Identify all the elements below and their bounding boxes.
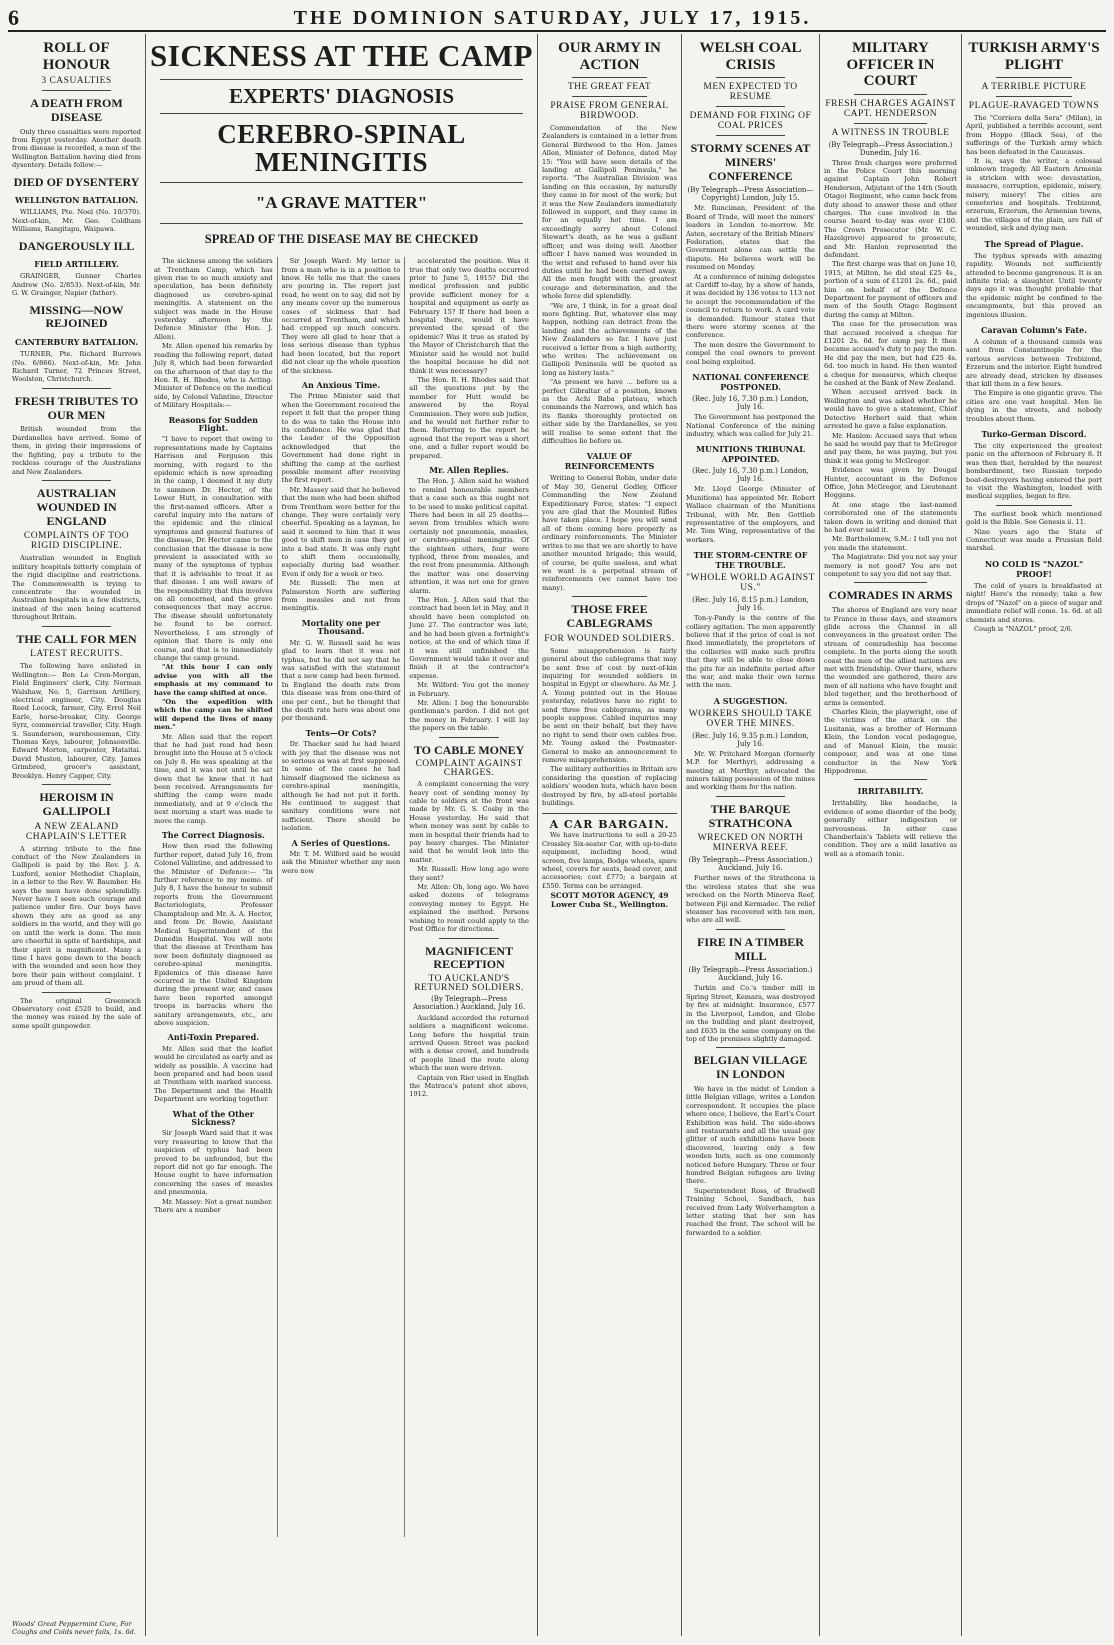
story-paragraph: The Hon. J. Allen said that the contract had been let in May, and it should have been completed on June 27. The contractor was late, and he had been given a fortnight's notice, at the end of which time if it was still unfinished the Government would take it over and finish it at the contractor's expense. <box>409 596 529 680</box>
complaints-subheading: COMPLAINTS OF TOO RIGID DISCIPLINE. <box>23 531 130 552</box>
article-paragraph: The Empire is one gigantic grave. The cities are one vast hospital. Men lie dying in the streets, and nobody troubles about them. <box>966 389 1102 423</box>
story-subhead: An Anxious Time. <box>301 379 381 390</box>
article-paragraph: Writing to General Robin, under date of May 30, General Godley, Officer Commanding the New Zealand Expeditionary Force, states: "I expect you are glad that the Mounted Rifles have taken place. I hope you will send all of them coming here properly as ordinary reinforcements. The Minister writes to me that we are shortly to have another mounted brigade; this would, of course, be quite useless, and what we want is a perpetual stream of reinforcements (we cannot have too many). <box>542 474 677 592</box>
article-paragraph: The city experienced the greatest panic on the afternoon of February 8. It was then that, heralded by the nearest bombardment, two Russian torpedo boat-destroyers having entered the port to visit the Washington, loaded with medical supplies, began to fire. <box>966 442 1102 501</box>
story-paragraph: How then read the following further report, dated July 16, from Colonel Valintine, and addressed to the Minister of Defence:— "In further reference to my memo. of July 8, I have the honour to submit reports from the Government Bacteriologists, Professor Champtaloup and Mr. A. A. Hector, and from Dr. Bowie, Assistant Medical Superintendent of the Dunedin Hospital. You will note that the disease at Trentham has now been definitely diagnosed as cerebro-spinal meningitis. Epidemics of this disease have occurred in the United Kingdom during the present war, and cases have been reported amongst troops in barracks where the sanitary arrangements, etc., are above suspicion. <box>154 842 273 1027</box>
masthead-title: THE DOMINION SATURDAY, JULY 17, 1915. <box>293 6 812 29</box>
story-paragraph: Mr. Russell: The men at Palmerston North are suffering from measles and not from meningitis. <box>281 579 401 613</box>
story-subhead: A Series of Questions. <box>291 837 391 848</box>
car-bargain-ad <box>542 813 677 909</box>
heroism-heading: HEROISM IN GALLIPOLI <box>39 790 114 818</box>
whole-world-heading: "WHOLE WORLD AGAINST US." <box>686 573 815 594</box>
sickness-headline: SICKNESS AT THE CAMP <box>150 38 533 73</box>
ill-text: GRAINGER, Gunner Charles Andrew (No. 2/853). Next-of-kin, Mr. G. W. Grainger, Napier (father). <box>12 272 141 298</box>
stormy-scenes-heading: STORMY SCENES AT MINERS' CONFERENCE <box>690 141 811 183</box>
story-subhead: What of the Other Sickness? <box>172 1108 254 1128</box>
munitions-tribunal-heading: MUNITIONS TRIBUNAL APPOINTED. <box>696 444 805 465</box>
call-for-men-heading: THE CALL FOR MEN <box>16 631 137 646</box>
dateline: (Rec. July 16, 9.35 p.m.) London, July 16. <box>692 731 809 748</box>
witness-trouble-heading: A WITNESS IN TROUBLE <box>831 127 950 138</box>
wellington-battalion: WELLINGTON BATTALION. <box>14 195 139 206</box>
columns <box>8 34 1106 1636</box>
article-paragraph: Some misapprehension is fairly general about the cablegrams that may be sent free of cost by next-of-kin inquiring for wounded soldiers in hospital in Egypt or elsewhere. As Mr. J. A. Young pointed out in the House yesterday, relatives have no right to send three free cablegrams, as many people suppose. Cabled inquiries may be sent on their behalf, but they have no right to send their own cables free. Mr. Young asked the Postmaster-General to make an announcement to remove misapprehension. <box>542 646 677 764</box>
story-paragraph: The Hon. J. Allen said he wished to remind honourable members that a case such as this ought not to be used to make political capital. There had been in all 25 deaths—seven from troubles which were certainly not pneumonia, measles, or cerebro-spinal meningitis. Of the eighteen others, four were typhoid, three from measles, and the rest from pneumonia. Although the matter was one deserving attention, it was not one for grave alarm. <box>409 477 529 595</box>
motor-agency-signature: SCOTT MOTOR AGENCY, 49 Lower Cuba St., Wellington. <box>550 891 669 910</box>
dangerously-ill-heading: DANGEROUSLY ILL <box>18 238 135 253</box>
article-paragraph: Mr. Bartholomew, S.M.: I tell you not you made the statement. <box>824 535 957 552</box>
story-subhead: Mr. Allen Replies. <box>429 464 509 475</box>
turkish-army-heading: TURKISH ARMY'S PLIGHT <box>968 40 1100 73</box>
story-paragraph: Mr. Allen said that the leaflet would be circulated as early and as widely as possible. A vaccine had been prepared and had been used at Trentham with marked success. The Department and the Health Department are working together. <box>154 1044 273 1104</box>
story-paragraph: Sir Joseph Ward said that it was very reassuring to know that the suspicion of typhus had been proved to be unfounded, but the report did not go far enough. The House ought to have information concerning the cases of measles and pneumonia. <box>154 1129 273 1197</box>
article-paragraph: The case for the prosecution was that accused received a cheque for £1201 2s. 6d. for camp pay. It then became accused's duty to pay the men. He did pay the men, but had £25 4s. 6d. too much in hand. He then wanted a cheque for measures, which cheque he cashed at the Bank of New Zealand. <box>824 320 957 388</box>
story-paragraph: Mr. Allen: Oh, long ago. We have asked dozens of telegrams conveying money to Egypt. He explained the method. Persons wishing to remit could apply to the Post Office for directions. <box>409 883 529 934</box>
dysentery-heading: DIED OF DYSENTERY <box>13 174 140 189</box>
caravan-heading: Caravan Column's Fate. <box>981 324 1087 335</box>
article-paragraph: Superintendent Ross, of Bradwell Training School, Sandbach, has received from Lady Wolverhampton a letter stating that her son has reached the front. The school will be forwarded to a soldier. <box>686 1186 815 1237</box>
article-paragraph: Charles Klein, the playwright, one of the victims of the attack on the Lusitania, was a brother of Hermann Klein, the London vocal pedagogue, and of Manuel Klein, the music composer, and was at one time conductor in the New York Hippodrome. <box>824 708 957 775</box>
article-paragraph: The Government has postponed the National Conference of the mining industry, which was called for July 21. <box>686 413 815 438</box>
column-sickness-at-camp <box>146 34 538 1636</box>
story-subcolumn-a <box>150 257 278 1537</box>
story-paragraph: Mr. T. M. Wilford said he would ask the Minister whether any men were now <box>281 850 401 875</box>
welsh-coal-heading: WELSH COAL CRISIS <box>699 40 802 73</box>
coal-prices-heading: DEMAND FOR FIXING OF COAL PRICES <box>689 111 812 131</box>
cable-money-heading: TO CABLE MONEY <box>413 742 525 757</box>
experts-diagnosis-heading: EXPERTS' DIAGNOSIS <box>228 83 455 108</box>
page-number: 6 <box>8 5 19 30</box>
minerva-reef-heading: WRECKED ON NORTH MINERVA REEF. <box>697 833 804 854</box>
article-paragraph: The earliest book which mentioned gold is the Bible. See Genesis ii. 11. <box>966 509 1102 527</box>
article-paragraph: The Magistrate: Did you not say your memory is not good? You are not competent to say you did not say that. <box>824 553 957 578</box>
missing-heading: MISSING—NOW REJOINED <box>29 302 124 331</box>
missing-text: TURNER, Pte. Richard Burrows (No. 6/866). Next-of-kin, Mr. John Richard Turner, 72 Princes Street, Woolston, Christchurch. <box>12 350 141 384</box>
story-paragraph: A complaint concerning the very heavy cost of sending money by cable to soldiers at the front was made by Mr. G. S. Cosby in the House yesterday. He said that when money was sent by cable to men in hospital their friends had to pay heavy charges. The Minister said that he would look into the matter. <box>409 780 529 864</box>
story-paragraph: accelerated the position. Was it true that only two deaths occurred prior to June 5, 1915? Did the medical profession and public provide sufficient money for a hospital and equipment as early as February 15? If there had been a hospital there, would it have prevented the spread of the epidemic? Was it true as stated by the Mayor of Christchurch that the Minister said he would not build the hospital because he did not think it was necessary? <box>409 257 529 375</box>
dateline: (By Telegraph—Press Association.) Auckland, July 16. <box>688 966 813 983</box>
article-paragraph: We have in the midst of London a little Belgian village, writes a London correspondent. It occupies the place where once, I believe, the Earl's Court Exhibition was held. The side-shows and restaurants and all the usual gay glitter of such exhibitions have been discovered, leaving only a few wooden huts, such as one commonly noticed before Hungary. Three or four hundred Belgian refugees are living there. <box>686 1084 815 1186</box>
article-paragraph: The typhus spreads with amazing rapidity. Wounds not sufficiently attended to become gangrenous. It is an infinite trial; a slaughter. Until twenty days ago it was thought probable that the epidemic might be confined to the encampments, but this proved an ingenious illusion. <box>966 251 1102 319</box>
story-paragraph: The Prime Minister said that when the Government received the report it felt that the proper thing to do was to take the House into its confidence. He was glad that the Leader of the Opposition acknowledged that the Government had done right in shifting the camp at the earliest possible moment after receiving the first report. <box>281 392 401 485</box>
article-paragraph: The cold of years is breakfasted at night! Here's the remedy; take a few drops of "Nazol" on a piece of sugar and immediate relief will come. 1s. 6d. at all chemists and stores. <box>966 581 1102 624</box>
article-paragraph: A column of a thousand camels was sent from Constantinople for the various services between Trebizond, Erzerum and the interior. Eight hundred are already dead, stricken by diseases that kill them in a few hours. <box>966 337 1102 388</box>
take-over-mines-heading: WORKERS SHOULD TAKE OVER THE MINES. <box>688 708 813 729</box>
story-paragraph: Mr. Allen opened his remarks by reading the following report, dated July 8, which had been forwarded on the afternoon of that day to the Hon. R. H. Rhodes, who is Acting-Minister of Defence on the medical side, by Colonel Valintine, Director of Military Hospitals:— <box>154 342 273 410</box>
story-paragraph: "On the expedition with which the camp can be shifted will depend the lives of many men." <box>154 697 273 732</box>
death-text: Only three casualties were reported from Egypt yesterday. Another death from disease is recorded, a man of the Wellington Battalion having died from dysentery. Details follow:— <box>12 127 141 170</box>
australian-wounded-heading: AUSTRALIAN WOUNDED IN ENGLAND <box>36 485 117 528</box>
dateline: (Rec. July 16, 8.15 p.m.) London, July 16. <box>692 596 809 613</box>
article-paragraph: "We are, I think, in for a great deal more fighting. But, whatever else may happen, nothing can detract from the landing and the achievements of the New Zealanders so far. I have just received a letter from a high authority, who writes: The achievement on Gallipoli Peninsula will be quoted as long as history lasts." <box>542 301 677 377</box>
story-subcolumns <box>150 257 533 1537</box>
story-paragraph: Captain von Rier used in English the Matraca's patent shot above, 1912. <box>409 1073 529 1099</box>
auckland-soldiers-heading: TO AUCKLAND'S RETURNED SOLDIERS. <box>414 974 524 993</box>
column-roll-of-honour <box>8 34 146 1636</box>
dateline: (By Telegraph—Press Association.) Auckland, July 16. <box>688 856 813 873</box>
story-paragraph: Mr. Allen said that the report that he had just read had been brought into the House at 5 o'clock on July 8. He was speaking at the time, and it was not until he sat down that he knew that it had been received. Arrangements for shifting the camp were made immediately, and at 9 o'clock the next morning a start was made to move the camp. <box>154 732 273 825</box>
story-subcolumn-b <box>278 257 406 1537</box>
article-paragraph: The shores of England are very near to France in these days, and steamers glide across the Channel in all conveyances in the greatest order. The stream of comradeship has become complete. In the ports along the south coast the men of the allied nations are met with friendship. Over there, where the wounded are gathered, there are men of all nations who have fought and bled together, and the brotherhood of arms is cemented. <box>824 606 957 707</box>
tributes-heading: FRESH TRIBUTES TO OUR MEN <box>14 393 139 422</box>
article-paragraph: Nine years ago the State of Connecticut was made a Prussian field marshal. <box>966 527 1102 553</box>
story-subhead: Anti-Toxin Prepared. <box>167 1032 259 1043</box>
article-paragraph: Mr. W. Pritchard Morgan (formerly M.P. for Merthyr), addressing a meeting at Merthyr, advocated the miners taking possession of the mines and working them for the nation. <box>686 749 815 792</box>
story-paragraph: The sickness among the soldiers at Trentham Camp, which has given rise to so much anxiety and speculation, has been definitely diagnosed as cerebro-spinal meningitis. A statement on the subject was made in the House yesterday afternoon by the Defence Minister (the Hon. J. Allen). <box>154 257 273 341</box>
story-subhead: The Correct Diagnosis. <box>161 830 265 841</box>
article-paragraph: Three fresh charges were preferred in the Police Court this morning against Captain John Robert Henderson, Adjutant of the 14th (South Otago) Regiment, who came back from duty ahead to answer these and other charges. The case involved in the course heard to-day was over £100. The Crown Prosecutor (Mr. W. C. Hazelgrove) appeared to prosecute, and Mr. Hanlon represented the defendant. <box>824 158 957 259</box>
dateline: (Rec. July 16, 7.30 p.m.) London, July 16. <box>692 395 809 412</box>
story-subcolumn-c <box>405 257 533 1537</box>
suggestion-heading: A SUGGESTION. <box>713 695 788 706</box>
story-paragraph: Mr. Allen: I beg the honourable gentleman's pardon. I did not get the money in February. I will lay the papers on the table. <box>409 698 529 733</box>
dateline: (By Telegraph—Press Association.) Dunedin, July 16. <box>828 140 953 157</box>
story-subhead: Tents—Or Cots? <box>305 727 377 738</box>
observatory-text: The original Greenwich Observatory cost £520 to build, and the money was raised by the sale of some spoilt gunpowder. <box>12 996 141 1030</box>
turko-german-heading: Turko-German Discord. <box>981 429 1087 439</box>
army-action-heading: OUR ARMY IN ACTION <box>558 40 661 73</box>
article-paragraph: At a conference of mining delegates at Cardiff to-day, by a show of hands, it was decided by 136 votes to 113 not to accept the recommendation of the council to return to work. A card vote is demanded. Rumour states that there were stormy scenes at the conference. <box>686 272 815 340</box>
article-paragraph: Evidence was given by Dougal Hunter, accountant in the Defence Office, John McGregor, and Lieutenant Hoggans. <box>824 466 957 500</box>
article-paragraph: The first charge was that on June 10, 1915, at Milton, he did steal £25 4s., portion of a sum of £1201 2s. 6d., paid him on behalf of the Defence Department for payment of officers and men of the South Otago Regiment during the camp at Milton. <box>824 260 957 319</box>
article-paragraph: Ton-y-Pandy is the centre of the colliery agitation. The men apparently believe that if the price of coal is not fixed immediately, the proprietors of the collieries will make such profits that they will be able to close down the pits for an indefinite period after the war, and make their own terms with the men. <box>686 614 815 690</box>
wounded-soldiers-heading: FOR WOUNDED SOLDIERS. <box>544 633 675 644</box>
story-paragraph: Dr. Thacker said he had heard with joy that the disease was not so serious as was at first supposed. In some of the cases he had himself diagnosed the sickness as cerebro-spinal meningitis, although he had not put it forth. He continued to suggest that sanitary conditions were not sufficient. There should be isolation. <box>281 740 401 833</box>
national-conference-heading: NATIONAL CONFERENCE POSTPONED. <box>692 372 809 393</box>
story-paragraph: The Hon. R. H. Rhodes said that all the questions put by the member for Hutt would be answered by the Royal Commission. They were sub judice, and he would not further refer to them. Referring to the report he agreed that the report was a short one, and a fuller report would be prepared. <box>409 375 529 460</box>
column-military-officer <box>820 34 962 1636</box>
tributes-text: British wounded from the Dardanelles have arrived. Some of them, in giving their impressions of the fighting, pay a tribute to the reckless courage of the Australians and New Zealanders. <box>12 425 141 476</box>
story-paragraph: Mr. Wilford: You got the money in February. <box>409 681 529 698</box>
story-paragraph: Sir Joseph Ward: My letter is from a man who is in a position to know. He tells me that the cases are pouring in. The report just read, he went on to say, did not by any means cover up the numerous cases of sickness that had occurred at Trentham, and which had cropped up much concern. They were all glad to hear that a less serious disease than typhus had been located, but the report did not clear up the whole question of the sickness. <box>281 257 401 375</box>
reinforcements-heading: VALUE OF REINFORCEMENTS <box>564 451 655 472</box>
recruits-text: The following have enlisted in Wellington:— Ben Le Cren-Morgan, Field Engineers' clerk, City. Norman Walshaw, No. 5, Garrison Artillery, electrical engineer, City. Douglas Reed Locock, farmer, City. Errol Neil Earle, horse-breaker, City. George Syrz, commercial traveller, City. Hugh S. Saunderson, warehouseman, City. Thomas Keys, labourer, Johnsonville. Edward Morton, carpenter, Hataitai. David Muston, labourer, City. James Grimbred, grocer's assistant, Brooklyn. Henry Capper, City. <box>12 662 141 780</box>
reception-heading: MAGNIFICENT RECEPTION <box>425 943 514 972</box>
free-cablegrams-heading: THOSE FREE CABLEGRAMS <box>566 602 653 630</box>
comrades-heading: COMRADES IN ARMS <box>828 588 953 603</box>
article-paragraph: Further news of the Strathcona is the wireless states that she was wrecked on the North Minerva Reef, between Fiji and Kermadec. The relief steamer has recovered with ten men, who are all well. <box>686 874 815 925</box>
article-paragraph: The "Corriera della Sera" (Milan), in April, published a terrible account, sent from Hoppo (Black Sea), of the sufferings of the Turkish army which has been defeated in the Caucasus. <box>966 114 1102 156</box>
australian-text: Australian wounded in English military hospitals bitterly complain of the rigid discipline and restrictions. The Commonwealth is trying to concentrate the wounded in Australian hospitals in a few districts, instead of the men being scattered throughout Britain. <box>12 554 141 622</box>
masthead <box>8 6 1106 32</box>
fresh-charges-heading: FRESH CHARGES AGAINST CAPT. HENDERSON <box>825 98 956 119</box>
article-paragraph: Cough is "NAZOL" proof, 2/6. <box>974 624 1073 633</box>
barque-heading: THE BARQUE STRATHCONA <box>708 801 793 830</box>
article-paragraph: The men desire the Government to compel the coal owners to prevent coal being exploited. <box>686 340 815 366</box>
field-artillery: FIELD ARTILLERY. <box>34 259 119 270</box>
article-paragraph: Mr. Runciman, President of the Board of Trade, will meet the miners' leaders in London to-morrow. Mr. Asten, secretary of the British Miners' Federation, states that the Government alone can settle the dispute. He believes work will be resumed on Monday. <box>686 204 815 272</box>
story-paragraph: Mr. G. W. Russell said he was glad to learn that it was not typhus, but he did not say that he was satisfied with the statement that a new camp had been formed. In England the death rate from this disease was from one-third of one per cent., but he thought that the death rate here was about one per thousand. <box>281 638 401 723</box>
story-subhead: Reasons for Sudden Flight. <box>168 414 258 433</box>
recruits-heading: LATEST RECRUITS. <box>30 649 123 660</box>
timber-mill-heading: FIRE IN A TIMBER MILL <box>697 934 804 963</box>
chaplain-text: A stirring tribute to the fine conduct of the New Zealanders in Gallipoli is paid by the Rev. J. A. Luxford, senior Methodist Chaplain, in a letter to the Rev. W. Baumber. He says the men have done splendidly. Never have I seen such courage and patience under fire. Our boys have shown they are as good as any soldiers in the world, and they will go on until the work is done. The men are cheerful in spite of hardships, and their spirit is magnificent. Many a time I have gone down to the beach with the wounded and seen how they bore their pain without complaint. I am proud of them all. <box>12 844 141 988</box>
chaplain-heading: A NEW ZEALAND CHAPLAIN'S LETTER <box>25 821 128 842</box>
car-bargain-heading: A CAR BARGAIN. <box>549 818 670 832</box>
roll-of-honour-heading: ROLL OF HONOUR <box>42 40 111 73</box>
irritability-heading: IRRITABILITY. <box>857 786 924 797</box>
story-paragraph: Mr. Massey said that he believed that the men who had been shifted from Trentham were better for the change. They were certainly very cheerful. Speaking as a layman, he said it seemed to him that it was good to shift men in case they got into a bad state. It was only right to shift them occasionally, especially during bad weather. Even if only for a week or two. <box>281 485 401 578</box>
dysentery-text: WILLIAMS, Pte. Noel (No. 10/370). Next-of-kin, Mr. Geo. Coldham Williams, Rangitapu, Waipawa. <box>12 208 141 234</box>
story-paragraph: "I have to report that owing to representations made by Captains Harrison and Ferguson this morning, with regard to the epidemic which is now spreading in the camp, I deemed it my duty to summon Dr. Hector, of the Lower Hutt, in consultation with the first-named officers. After a careful inquiry into the nature of the epidemic and the clinical symptoms and general features of the disease, Dr. Hector came to the conclusion that the disease is now prevalent is associated with so many of the symptoms of typhus that it is advisable to treat it as that disease. I am well aware of the responsibility that this involves on all concerned, and the grave consequences that may accrue. The disease should unfortunately be found to be correct. Nevertheless, I am strongly of opinion that there is only one course, and that is to immediately change the camp ground. <box>154 435 273 662</box>
column-turkish-army <box>962 34 1106 1636</box>
article-paragraph: It is, says the writer, a colossal unknown tragedy. All Eastern Armenia is stricken with woe: devastation, massacre, corruption, epidemic, misery, misery, misery! The cities are cemeteries and hospitals. Trebizond, erzerum, Erzerum, the Armenian towns, and the villages of the plain, are full of wounded, sick and dying men. <box>966 157 1102 233</box>
article-paragraph: "As present we have ... before us a perfect Gibraltar of a position, known as the Achi Baba plateau, which commands the Narrows, and which has its flanks thoroughly protected on either side by the Dardanelles, so you will realise to some extent that the difficulties lie before us. <box>542 378 677 446</box>
article-paragraph: Mr. Hanlon: Accused says that when he said he would pay that to McGregor and pay them, he was paying, but you think it was going to McGregor. <box>824 431 957 465</box>
story-paragraph: Mr. Russell: How long ago were they sent? <box>409 865 529 882</box>
great-feat-heading: THE GREAT FEAT <box>567 82 652 92</box>
military-officer-heading: MILITARY OFFICER IN COURT <box>846 40 935 89</box>
article-paragraph: The military authorities in Britain are considering the question of replacing soldiers' wooden huts, which have been destroyed by fire, by all-steel portable buildings. <box>542 765 677 808</box>
story-paragraph: Mr. Massey: Not a great number. There are a number <box>154 1197 273 1215</box>
spread-of-plague-heading: The Spread of Plague. <box>984 238 1084 249</box>
article-paragraph: When accused arrived back in Wellington and was asked whether he would have to give a statement, Chief Detective Herbert said that when arrested he gave a false explanation. <box>824 388 957 431</box>
article-paragraph: Turkin and Co.'s timber mill in Spring Street, Kemara, was destroyed by fire at midnight. Insurance, £577 in the Liverpool, London, and Globe on the building and plant destroyed, and £635 in the same company on the top of the premises slightly damaged. <box>686 984 815 1043</box>
dateline: (By Telegraph—Press Association.) Auckland, July 16. <box>413 994 526 1012</box>
column-welsh-coal <box>682 34 820 1636</box>
spread-heading: SPREAD OF THE DISEASE MAY BE CHECKED <box>204 232 479 247</box>
dateline: (By Telegraph—Press Association—Copyright) London, July 15. <box>687 186 814 203</box>
article-paragraph: Commendation of the New Zealanders is contained in a letter from General Birdwood to the Hon. James Allen, Minister of Defence, dated May 15: "You will have seen details of the landing at Gallipoli Peninsula," he reports. "The Australian Division was landing on this occasion, by naturally they came in for most of the work; but it was the New Zealanders immediately followed in support, and they came in for an equally hot time. I am exceedingly sorry about Colonel Stewart's death, as he was a gallant officer, and was doing well. Another officer I have named was wounded in the wrist and refused to hand over his duties until he had been carried away. All the men fought with the greatest courage and determination, and the whole force did splendidly. <box>542 124 677 301</box>
terrible-picture-heading: A TERRIBLE PICTURE <box>981 82 1087 92</box>
column-army-in-action <box>538 34 682 1636</box>
ad-text: We have instructions to sell a 20-25 Crossley Six-seater Car, with up-to-date equipment, including hood, wind screen, five lamps, Bodge wheels, spare wheel, covers for seats, head cover, and accessories; cost £775; a bargain at £550. Terms can be arranged. <box>542 831 677 890</box>
cable-complaint-heading: COMPLAINT AGAINST CHARGES. <box>415 759 523 778</box>
article-paragraph: Mr. Lloyd George (Minister of Munitions) has appointed Mr. Robert Wallace chairman of the Munitions Tribunal, with Mr. Ben Gottlieb representative of the employers, and Mr. Tom Wing, representative of the workers. <box>686 485 815 544</box>
belgian-village-heading: BELGIAN VILLAGE IN LONDON <box>693 1053 808 1082</box>
canterbury-battalion: CANTERBURY BATTALION. <box>14 337 139 348</box>
grave-matter-heading: "A GRAVE MATTER" <box>255 193 428 213</box>
birdwood-heading: PRAISE FROM GENERAL BIRDWOOD. <box>550 101 669 121</box>
article-paragraph: Irritability, like headache, is evidence of some disorder of the body, generally either indigestion or nervousness. In either case Chamberlain's Tablets will relieve the condition. They are a mild laxative as well as a stomach tonic. <box>824 799 957 858</box>
dateline: (Rec. July 16, 7.30 p.m.) London, July 16. <box>692 467 809 484</box>
nazol-heading: NO COLD IS "NAZOL" PROOF! <box>984 558 1084 579</box>
story-subhead: Mortality one per Thousand. <box>301 617 381 637</box>
death-heading: A DEATH FROM DISEASE <box>30 96 123 124</box>
article-paragraph: At one stage the last-named corroborated one of the statements taken down in writing and denied that he had ever said it. <box>824 500 957 534</box>
casualties-heading: 3 CASUALTIES <box>41 76 112 86</box>
men-resume-heading: MEN EXPECTED TO RESUME <box>703 82 798 102</box>
meningitis-headline: CEREBRO-SPINAL MENINGITIS <box>217 118 466 177</box>
storm-centre-heading: THE STORM-CENTRE OF THE TROUBLE. <box>693 550 808 571</box>
story-paragraph: "At this hour I can only advise you with all the emphasis at my command to have the camp shifted at once. <box>154 663 273 697</box>
plague-towns-heading: PLAGUE-RAVAGED TOWNS <box>968 101 1100 111</box>
peppermint-cure-ad: Woods' Great Peppermint Cure, For Coughs and Colds never fails, 1s. 6d. <box>12 1620 136 1636</box>
story-paragraph: Auckland accorded the returned soldiers a magnificent welcome. Long before the hospital train arrived Queen Street was packed with a dense crowd, and hundreds of people lined the route along which the men were driven. <box>409 1013 529 1073</box>
